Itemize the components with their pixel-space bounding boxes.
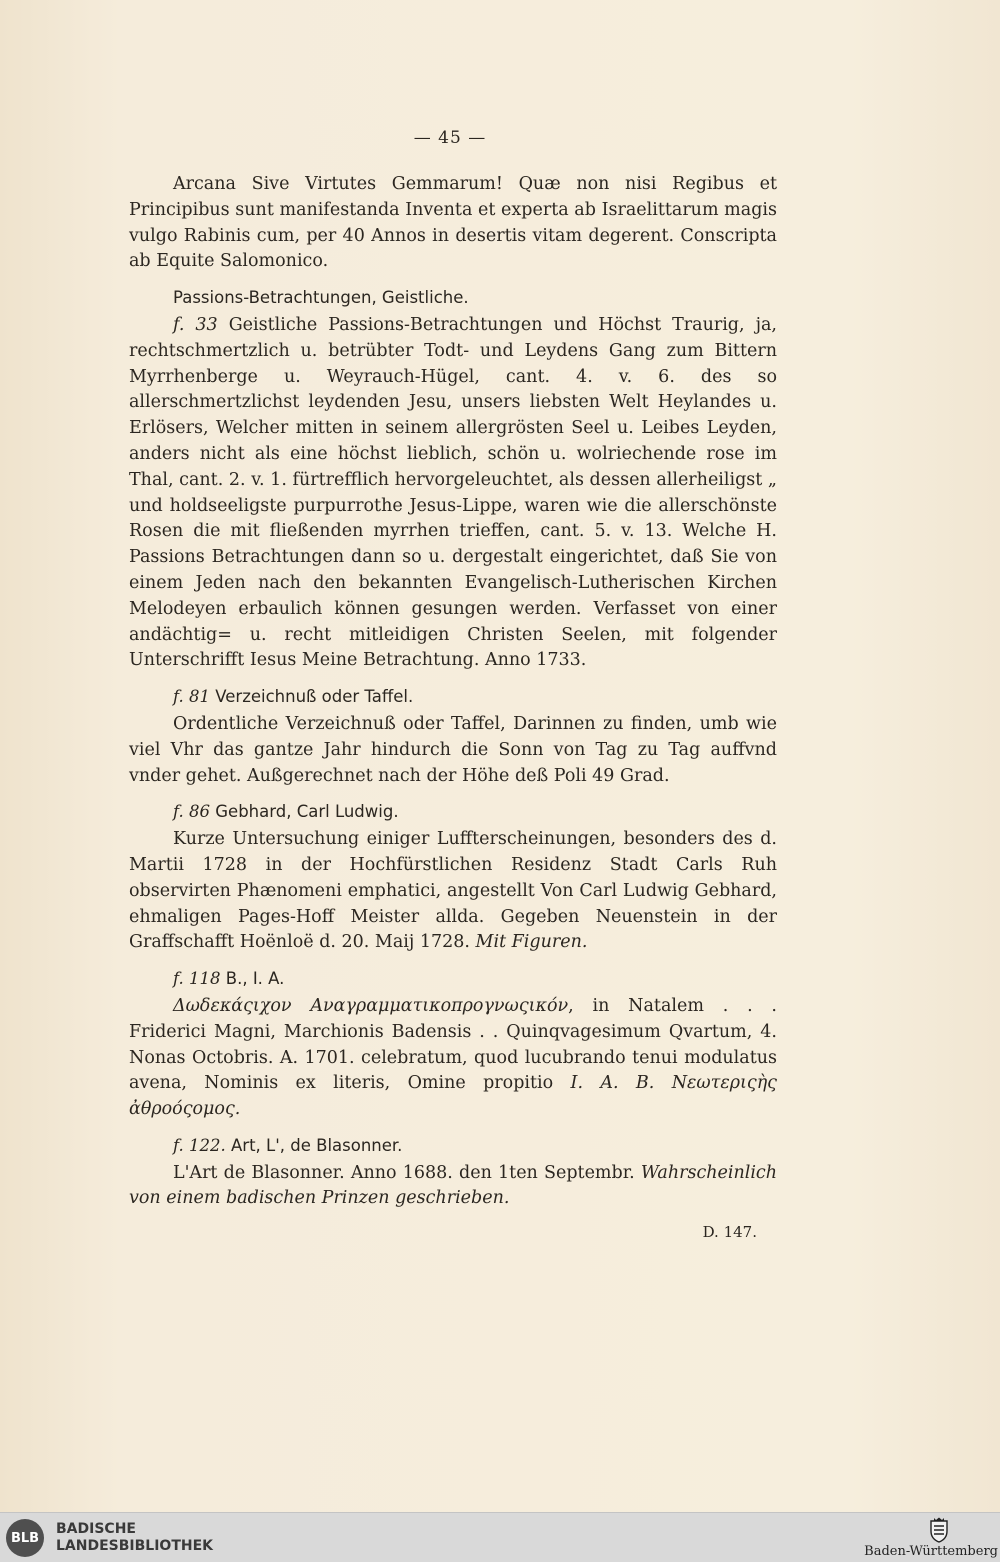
entry-heading-4: [129, 966, 777, 992]
entry-body-italic: I. A. B. Νεωτεριςὴς ἀθροόςομος.: [129, 1073, 777, 1120]
folio-ref: f. 122.: [173, 1135, 226, 1155]
entry-body-2: Ordentliche Verzeichnuß oder Taffel, Darinnen zu finden, umb wie viel Vhr das gantze Jahr hindurch die Sonn von Tag zu Tag auffvnd vnder gehet. Außgerechnet nach der Höhe deß Poli 49 Grad.: [129, 713, 777, 786]
library-name-line1: BADISCHE: [56, 1521, 136, 1537]
entry-body-3: [129, 827, 777, 956]
entry-heading-text: Art, L', de Blasonner.: [231, 1135, 403, 1155]
folio-ref: f. 33: [173, 314, 218, 335]
entry-body-text: , in Natalem . . . Friderici Magni, Marchionis Badensis . . Quinqvagesimum Qvartum, 4. Nonas Octobris. A. 1701. celebratum, quod lucubrando tenui modulatus avena, Nominis ex literis, Omine propitio: [129, 995, 777, 1094]
intro-paragraph: Arcana Sive Virtutes Gemmarum! Quæ non nisi Regibus et Principibus sunt manifestanda Inventa et experta ab Israelittarum magis vulgo Rabinis cum, per 40 Annos in desertis vitam degerent. Conscripta ab Equite Salomonico.: [129, 174, 777, 272]
entry-heading-text: Passions-Betrachtungen, Geistliche.: [173, 288, 469, 308]
entry-heading-2: [129, 684, 777, 710]
page-number: — 45 —: [413, 128, 487, 148]
entry-heading-text: Verzeichnuß oder Taffel.: [215, 687, 414, 707]
entry-body-5: [129, 1161, 777, 1213]
library-name-line2: LANDESBIBLIOTHEK: [56, 1538, 214, 1554]
coat-of-arms-icon: [928, 1517, 950, 1543]
blb-logo-icon[interactable]: BLB: [6, 1519, 44, 1557]
folio-ref: f. 118: [173, 969, 221, 989]
entry-heading-text: B., I. A.: [225, 969, 285, 989]
entry-heading-5: [129, 1133, 777, 1159]
folio-ref: f. 81: [173, 687, 211, 707]
signature-mark: D. 147.: [702, 1223, 757, 1242]
entry-body-text: Geistliche Passions-Betrachtungen und Höchst Traurig, ja, rechtschmertzlich u. betrübter Todt- und Leydens Gang zum Bittern Myrrhenberge u. Weyrauch-Hügel, cant. 4. v. 6. des so allerschmertzlichst leydenden Jesu, unsers liebsten Welt Heylandes u. Erlösers, Welcher mitten in seinem allergrösten Seel u. Leibes Leyden, anders nicht als eine höchst lieblich, schön u. wolriechende rose im Thal, cant. 2. v. 1. fürtrefflich hervorgeleuchtet, als dessen allerheiligst „ und holdseeligste purpurrothe Jesus-Lippe, waren wie die allerschönste Rosen die mit fließenden myrrhen trieffen, cant. 5. v. 13. Welche H. Passions Betrachtungen dann so u. dergestalt eingerichtet, daß Sie von einem Jeden nach den bekannten Evangelisch-Lutherischen Kirchen Melodeyen erbaulich können gesungen werden. Verfasset von einer andächtig= u. recht mitleidigen Christen Seelen, mit folgender Unterschrifft Iesus Meine Betrachtung. Anno 1733.: [129, 314, 777, 671]
entry-body-italic: Mit Figuren.: [475, 932, 588, 953]
entry-heading-text: Gebhard, Carl Ludwig.: [215, 802, 399, 822]
entry-heading-3: [129, 799, 777, 825]
page-content: [129, 172, 777, 1246]
library-name[interactable]: [56, 1521, 213, 1555]
entry-body-text: L'Art de Blasonner. Anno 1688. den 1ten Septembr.: [173, 1162, 635, 1183]
entry-body-4: [129, 994, 777, 1123]
entry-heading-1: [129, 285, 777, 311]
folio-ref: f. 86: [173, 802, 211, 822]
entry-greek-title: Δωδεκάςιχον Αναγραμματικοπρογνωςικόν: [173, 995, 569, 1016]
entry-body-italic: Wahrscheinlich von einem badischen Prinzen geschrieben.: [129, 1162, 777, 1209]
region-name: Baden-Württemberg: [864, 1544, 998, 1559]
footer-bar: [0, 1512, 1000, 1562]
entry-body-text: Kurze Untersuchung einiger Luffterscheinungen, besonders des d. Martii 1728 in der Hochfürstlichen Residenz Stadt Carls Ruh observirten Phænomeni emphatici, angestellt Von Carl Ludwig Gebhard, ehmaligen Pages-Hoff Meister allda. Gegeben Neuenstein in der Graffschafft Hoënloë d. 20. Maij 1728.: [129, 829, 777, 953]
entry-body-1: [129, 313, 777, 674]
